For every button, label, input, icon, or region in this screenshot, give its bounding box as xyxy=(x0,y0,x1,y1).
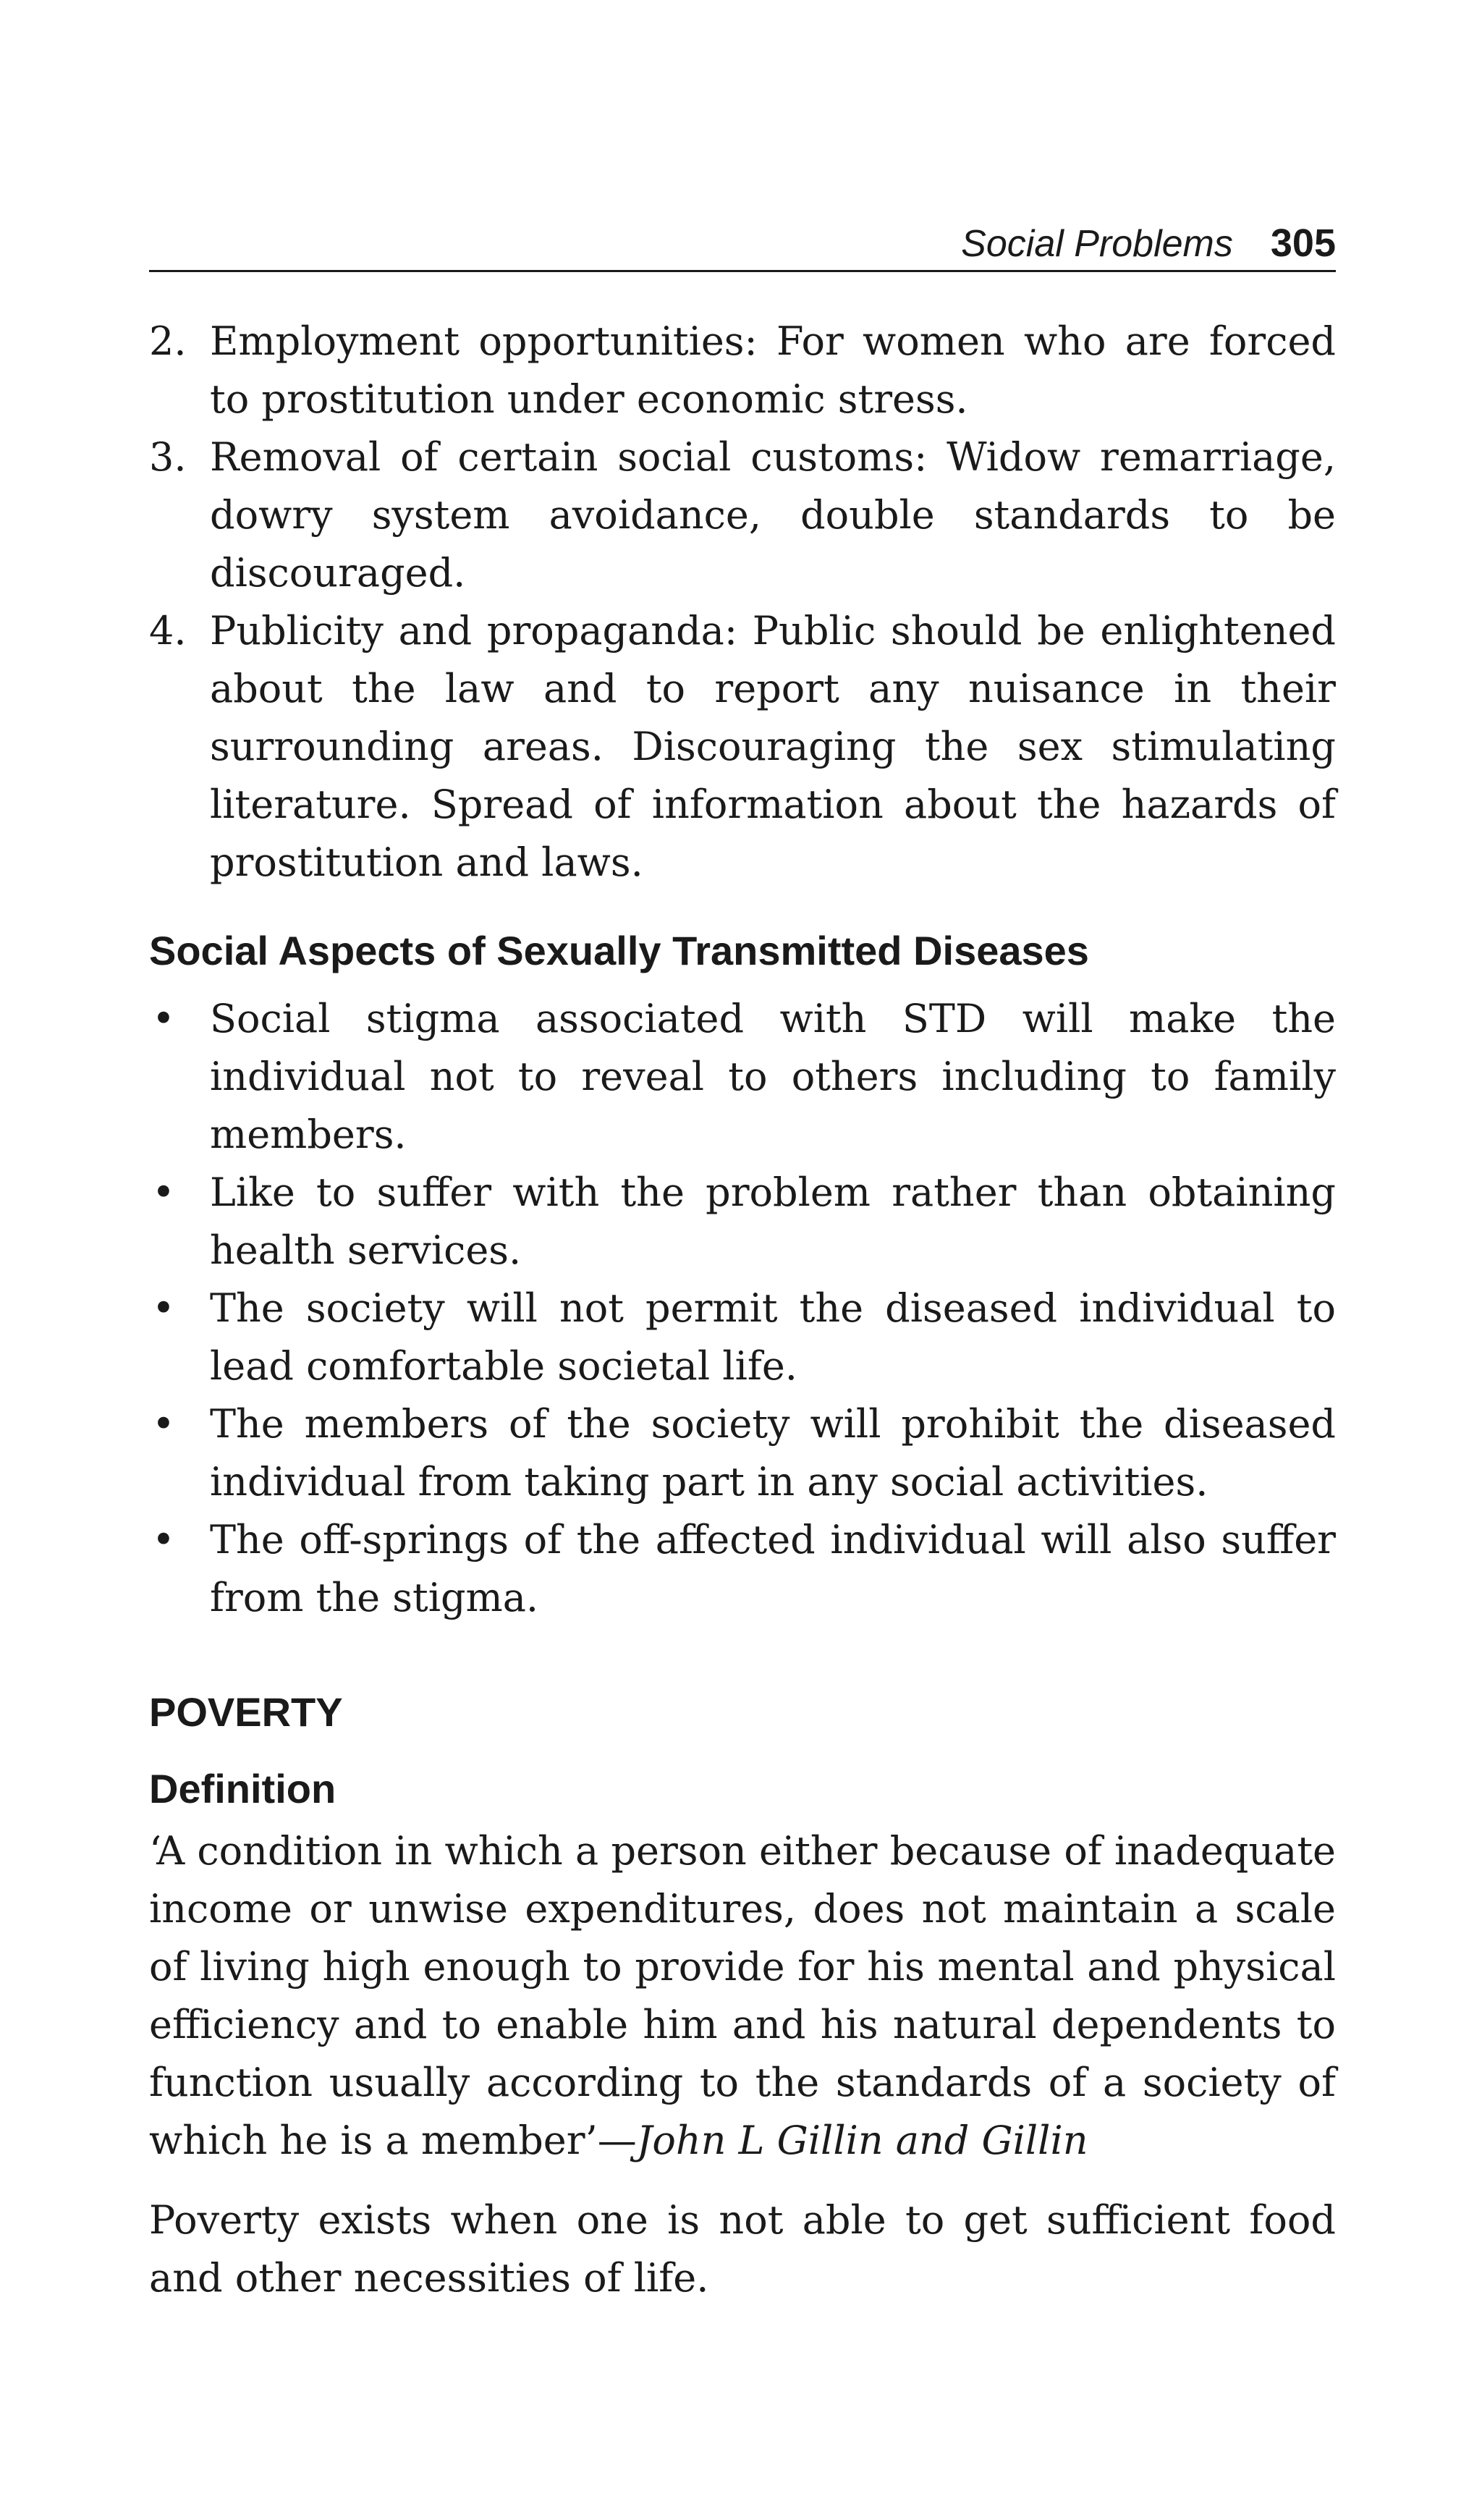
list-item xyxy=(149,1511,1336,1627)
poverty-paragraph: Poverty exists when one is not able to get sufficient food and other necessities of life. xyxy=(149,2197,1336,2301)
list-item-text: Employment opportunities: For women who are forced to prostitution under economic stress. xyxy=(210,318,1336,422)
list-item-text: Publicity and propaganda: Public should be enlightened about the law and to report any nuisance in their surrounding areas. Discouraging the sex stimulating literature. Spread of information about the hazards of prostitution and laws. xyxy=(210,608,1336,885)
section-heading-poverty: POVERTY xyxy=(149,1689,343,1735)
list-item xyxy=(149,1164,1336,1280)
list-item-text: Removal of certain social customs: Widow remarriage, dowry system avoidance, double standards to be discouraged. xyxy=(210,434,1336,596)
page-header xyxy=(149,214,1336,272)
numbered-list xyxy=(149,313,1336,892)
bullet-marker: • xyxy=(152,1285,175,1331)
bullet-marker: • xyxy=(152,1170,175,1215)
page-content xyxy=(149,313,1336,2307)
bullet-marker: • xyxy=(152,996,175,1041)
bullet-marker: • xyxy=(152,1401,175,1447)
section-heading-std: Social Aspects of Sexually Transmitted Diseases xyxy=(149,928,1089,973)
list-number: 4. xyxy=(149,608,187,654)
bullet-list xyxy=(149,990,1336,1627)
list-item-text: The society will not permit the diseased individual to lead comfortable societal life. xyxy=(210,1285,1336,1389)
page-number: 305 xyxy=(1270,221,1336,265)
list-item xyxy=(149,1395,1336,1511)
running-head: Social Problems xyxy=(961,223,1233,265)
definition-quote xyxy=(149,1822,1336,2170)
quote-text: ‘A condition in which a person either because of inadequate income or unwise expenditures, does not maintain a scale of living high enough to provide for his mental and physical efficiency and to enable him and his natural dependents to function usually according to the standards of a society of which he is a member’— xyxy=(149,1828,1336,2163)
list-item xyxy=(149,602,1336,892)
bullet-marker: • xyxy=(152,1517,175,1563)
list-item-text: The members of the society will prohibit the diseased individual from taking part in any social activities. xyxy=(210,1401,1336,1505)
list-item-text: The off-springs of the affected individual will also suffer from the stigma. xyxy=(210,1517,1336,1620)
list-item-text: Social stigma associated with STD will make the individual not to reveal to others including to family members. xyxy=(210,996,1336,1157)
quote-author: John L Gillin and Gillin xyxy=(636,2118,1088,2163)
subsection-heading-definition: Definition xyxy=(149,1766,336,1811)
list-item xyxy=(149,990,1336,1164)
list-item xyxy=(149,428,1336,602)
list-number: 3. xyxy=(149,434,187,480)
list-item xyxy=(149,313,1336,428)
list-number: 2. xyxy=(149,318,187,364)
list-item-text: Like to suffer with the problem rather than obtaining health services. xyxy=(210,1170,1336,1273)
list-item xyxy=(149,1280,1336,1395)
